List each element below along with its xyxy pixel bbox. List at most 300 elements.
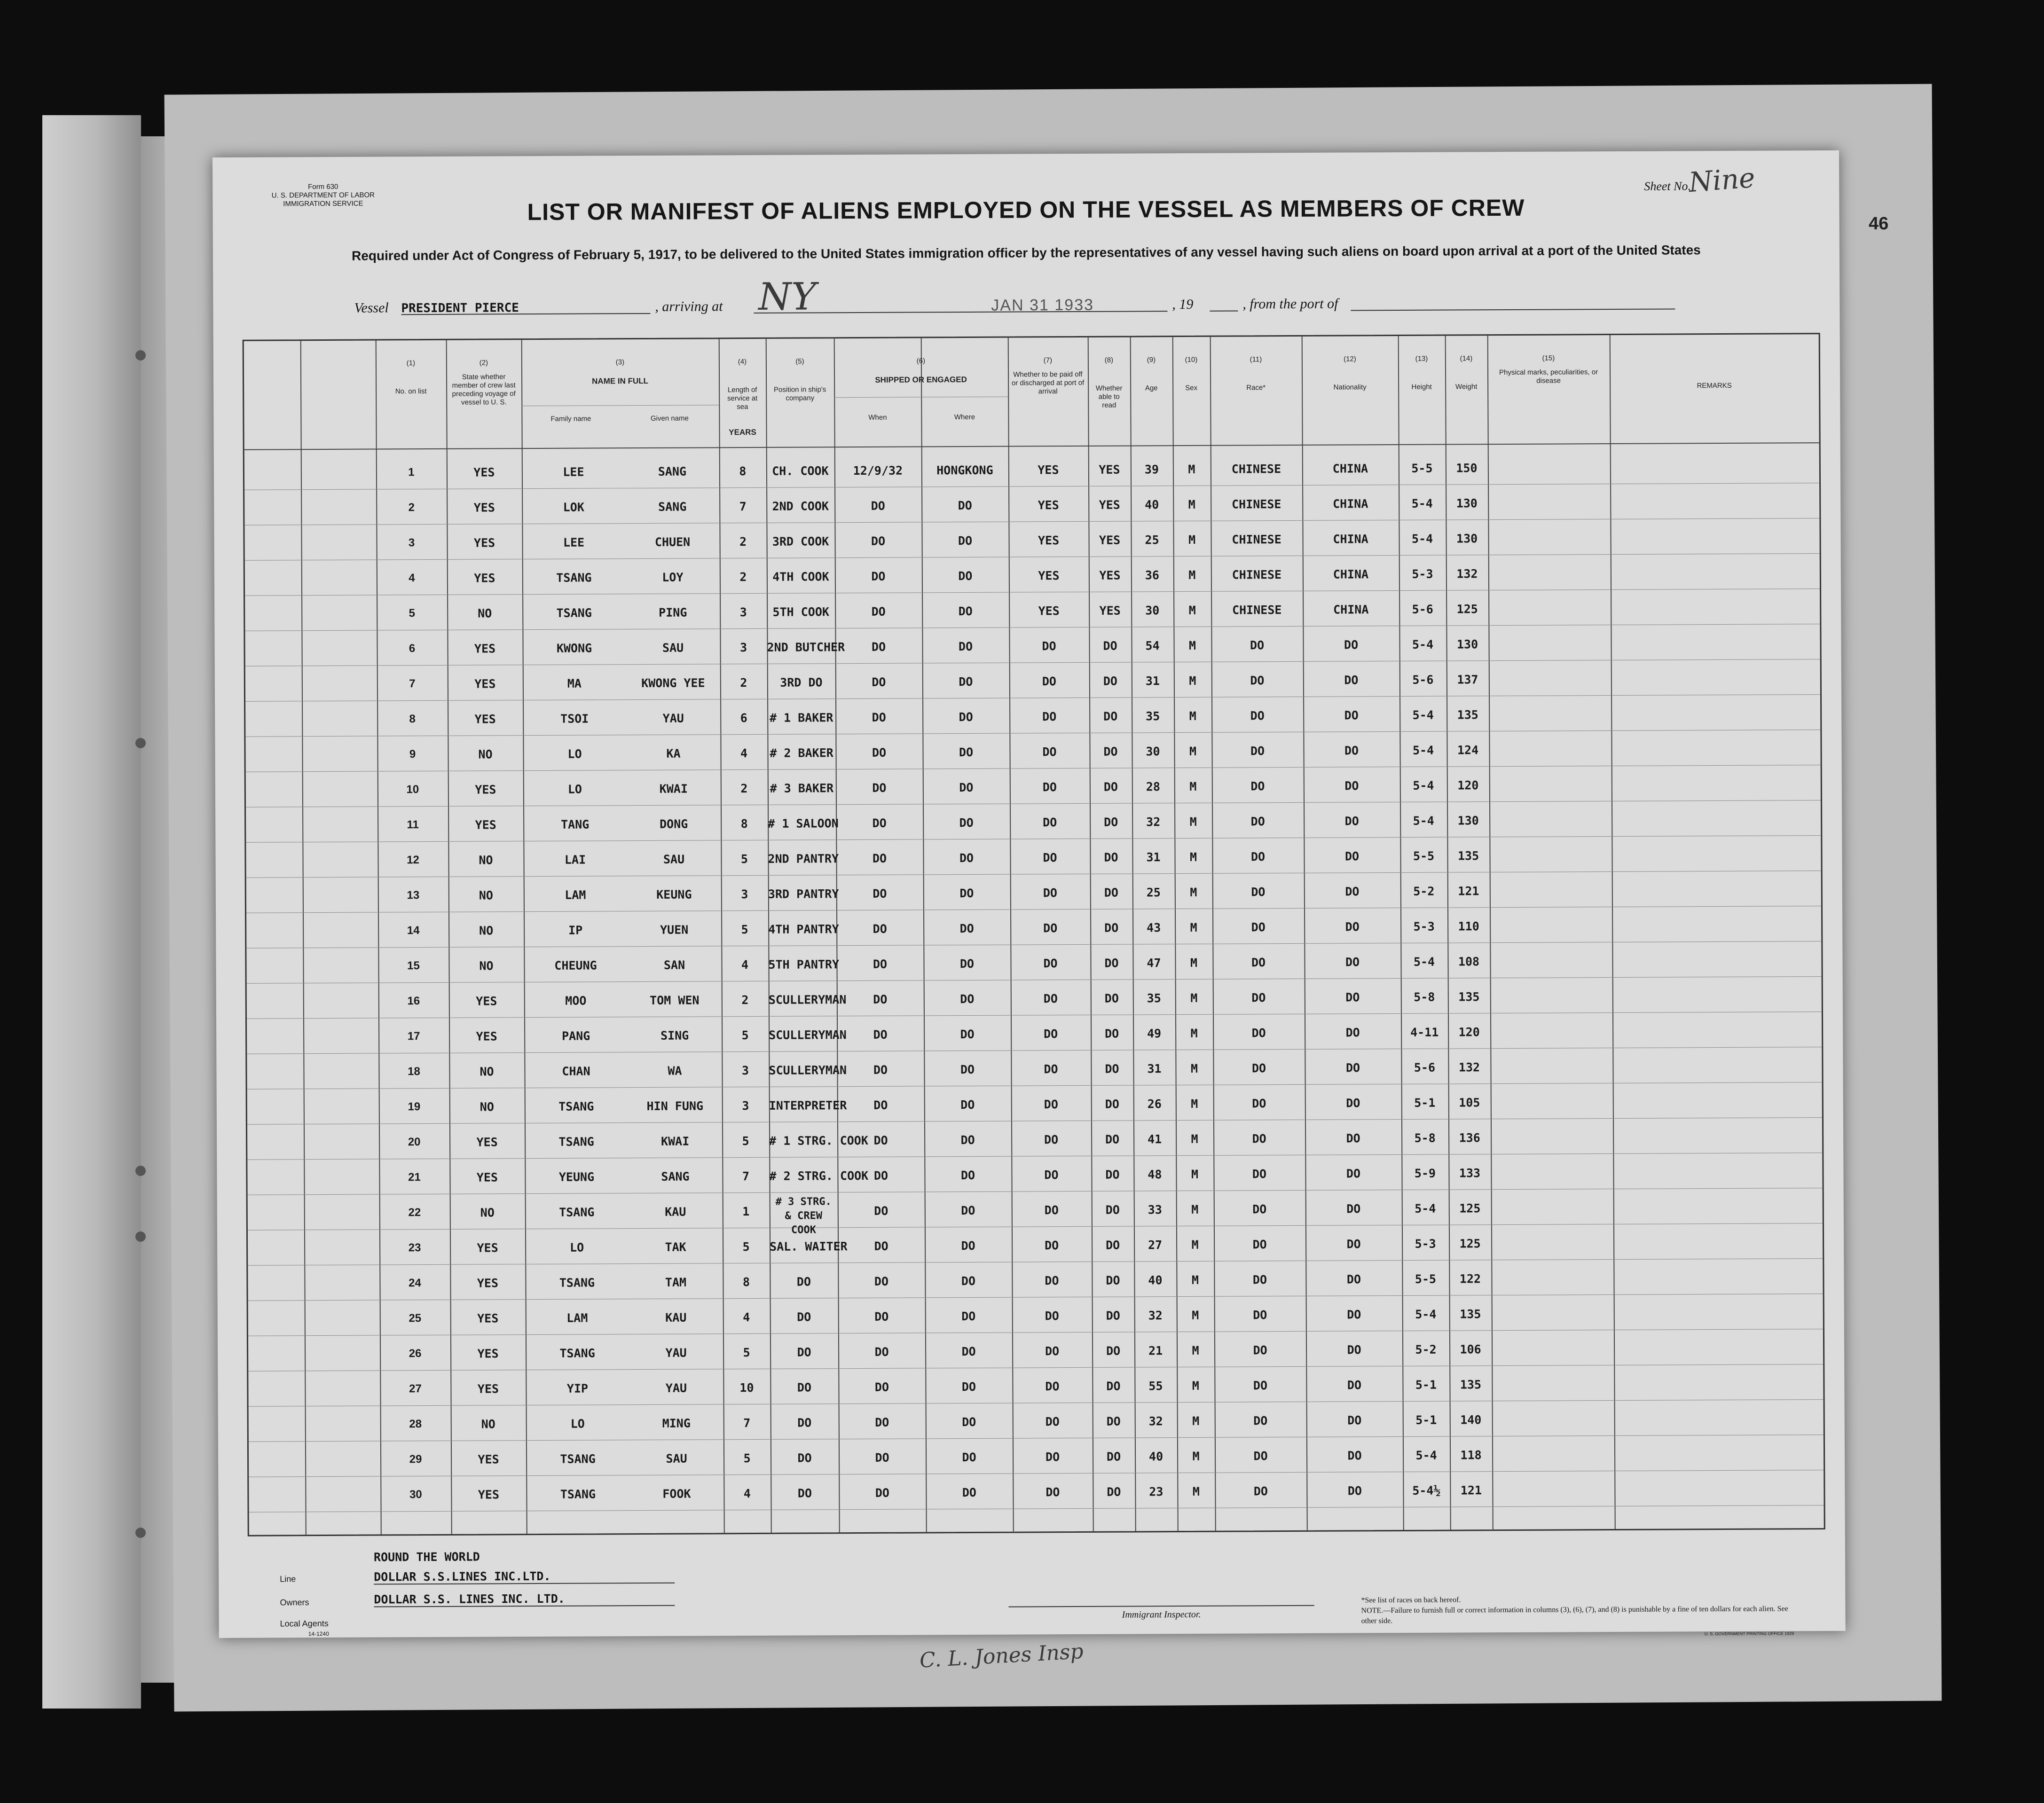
table-row (248, 1190, 1823, 1236)
table-cell: 133 (1459, 1166, 1481, 1180)
table-cell: YES (1099, 604, 1121, 618)
table-cell: 2 (739, 570, 747, 584)
table-cell: DO (961, 1380, 976, 1394)
column-subheader: Family name (550, 415, 591, 423)
table-cell: DO (1251, 920, 1266, 934)
table-row (246, 837, 1821, 879)
table-cell: 5-2 (1413, 884, 1435, 898)
table-cell: DO (1344, 673, 1359, 687)
table-cell: DO (1252, 1167, 1267, 1181)
table-cell: DO (1103, 780, 1118, 794)
table-cell: YES (476, 1170, 498, 1184)
table-cell: DO (1045, 1380, 1060, 1394)
table-cell: DO (1250, 674, 1265, 688)
table-cell: 5-4 (1413, 955, 1435, 969)
table-cell: DO (873, 922, 887, 936)
table-cell: DO (1346, 1096, 1360, 1110)
table-cell: DO (873, 1133, 888, 1147)
table-cell: NO (480, 1065, 494, 1079)
table-cell: DO (1104, 815, 1118, 829)
table-cell: 121 (1458, 884, 1479, 898)
table-row (249, 1401, 1824, 1443)
table-cell: DO (958, 533, 973, 548)
table-cell: DO (1251, 956, 1266, 970)
table-cell: KWONG (556, 641, 592, 655)
table-cell: DO (1042, 674, 1056, 689)
table-cell: CHINESE (1232, 533, 1281, 547)
table-cell: M (1192, 1379, 1200, 1393)
table-cell: YES (474, 571, 495, 585)
table-cell: DO (959, 815, 974, 830)
table-cell: DO (872, 710, 886, 724)
vessel-label: Vessel (354, 300, 389, 316)
table-cell: 120 (1458, 1025, 1480, 1039)
table-cell: 35 (1146, 709, 1160, 723)
table-cell: DO (1104, 991, 1119, 1005)
column-number: (8) (1104, 356, 1114, 364)
table-cell: 5-3 (1412, 567, 1433, 581)
table-cell: M (1189, 815, 1197, 829)
table-cell: 3 (739, 605, 747, 619)
footnote (1361, 1593, 1798, 1626)
table-cell: 5-5 (1411, 461, 1433, 475)
table-cell: # 3 BAKER (770, 781, 834, 795)
footnote-races: *See list of races on back hereof. (1361, 1596, 1461, 1605)
table-cell: DO (872, 745, 887, 760)
table-cell: LO (567, 747, 582, 761)
table-cell: DO (1105, 1097, 1119, 1111)
column-header: Length of service at sea (727, 385, 758, 411)
table-cell: 150 (1456, 461, 1478, 475)
table-cell: 5-6 (1412, 673, 1434, 687)
table-cell: TSANG (558, 1135, 594, 1149)
table-cell: LAI (564, 853, 586, 867)
table-cell: 125 (1459, 1237, 1481, 1251)
table-cell: 3RD DO (780, 675, 823, 690)
table-cell: DO (1251, 991, 1266, 1005)
column-number: (5) (795, 357, 804, 366)
table-cell: NO (478, 606, 492, 620)
table-cell: DO (1105, 1238, 1120, 1252)
table-cell: DO (1106, 1344, 1121, 1358)
table-cell: SCULLERYMAN (769, 1063, 847, 1077)
table-cell: DO (875, 1450, 889, 1465)
table-cell: M (1189, 674, 1196, 688)
column-header: Position in ship's company (773, 385, 826, 402)
table-cell: CHUEN (654, 535, 691, 549)
binder-hole (135, 1166, 146, 1176)
table-cell: 121 (1460, 1483, 1482, 1497)
table-cell: YES (474, 712, 496, 726)
table-cell: 17 (407, 1030, 420, 1043)
table-cell: KAU (665, 1310, 687, 1325)
table-cell: DO (1252, 1097, 1266, 1111)
table-cell: CHINA (1333, 532, 1368, 546)
table-cell: DO (1344, 744, 1359, 758)
column-subheader: When (868, 413, 887, 422)
table-cell: SAU (663, 852, 685, 866)
table-cell: NO (478, 747, 493, 761)
table-cell: DO (871, 534, 886, 548)
table-cell: DO (961, 1274, 976, 1288)
table-cell: DO (1345, 1061, 1360, 1075)
table-cell: DO (873, 957, 888, 971)
column-number: (9) (1147, 356, 1156, 364)
table-cell: 2ND PANTRY (768, 852, 839, 866)
table-cell: DO (1042, 710, 1057, 724)
table-cell: YES (1099, 463, 1120, 477)
table-cell: DO (871, 640, 886, 654)
table-cell: 12/9/32 (853, 463, 903, 478)
table-cell: 22 (408, 1206, 421, 1219)
table-cell: INTERPRETER (769, 1098, 847, 1113)
table-cell: 31 (1145, 674, 1160, 688)
table-cell: 4 (743, 1487, 751, 1501)
table-cell: 2ND BUTCHER (767, 640, 845, 654)
table-cell: DO (871, 499, 885, 513)
table-cell: SAL. WAITER (770, 1239, 848, 1254)
table-cell: DO (1250, 638, 1265, 652)
table-cell: TSANG (556, 606, 592, 620)
table-cell: 5-4 (1415, 1307, 1437, 1321)
table-row (244, 520, 1819, 562)
table-cell: DO (1252, 1238, 1267, 1252)
from-port-field (1351, 294, 1675, 311)
table-row (247, 1084, 1822, 1126)
table-row (246, 767, 1821, 809)
table-cell: 4 (741, 958, 749, 972)
table-cell: DO (797, 1451, 812, 1465)
table-row (244, 449, 1819, 492)
local-agents-label: Local Agents (280, 1618, 329, 1629)
table-cell: 118 (1460, 1448, 1482, 1462)
table-cell: YAU (665, 1381, 687, 1395)
vessel-name-field (401, 299, 650, 315)
table-cell: TSANG (560, 1452, 596, 1466)
table-cell: 4 (409, 572, 415, 585)
table-cell: 39 (1144, 463, 1159, 477)
table-cell: DO (1044, 1027, 1058, 1041)
table-cell: CH. COOK (772, 464, 829, 478)
table-cell: YES (1038, 498, 1059, 512)
table-cell: KEUNG (656, 887, 692, 902)
table-cell: 21 (408, 1171, 421, 1184)
table-cell: 2 (740, 782, 748, 796)
table-cell: DO (1252, 1273, 1267, 1287)
table-cell: NO (479, 888, 493, 902)
table-cell: DO (1106, 1450, 1121, 1464)
table-cell: TAK (665, 1240, 686, 1254)
table-cell: 5-4 (1412, 637, 1434, 651)
table-cell: 5-8 (1414, 1131, 1436, 1145)
column-header: No. on list (395, 387, 427, 396)
table-cell: 10 (406, 783, 419, 796)
table-cell: 27 (409, 1382, 422, 1395)
table-cell: 5-3 (1415, 1237, 1436, 1251)
table-cell: DO (1250, 709, 1265, 723)
crew-table (243, 333, 1825, 1536)
table-cell: 5-5 (1415, 1272, 1437, 1286)
table-cell: DO (1250, 815, 1265, 829)
table-cell: DO (1346, 1131, 1360, 1145)
table-cell: DO (872, 675, 886, 689)
table-cell: YES (1099, 498, 1120, 512)
table-cell: DO (796, 1275, 811, 1289)
table-cell: DO (958, 498, 972, 513)
table-cell: DO (1045, 1274, 1059, 1288)
table-cell: 5-1 (1415, 1413, 1437, 1427)
table-cell: DO (1042, 639, 1056, 653)
manifest-sheet (212, 150, 1846, 1673)
column-number: (4) (738, 358, 747, 366)
table-cell: 4TH PANTRY (768, 922, 839, 936)
table-cell: 40 (1148, 1450, 1164, 1464)
table-cell: TSANG (556, 571, 592, 585)
table-cell: YEUNG (558, 1170, 595, 1184)
table-cell: DO (961, 1203, 975, 1218)
footnote-penalty: NOTE.—Failure to furnish full or correct information in columns (3), (6), (7), and (8) is punishable by a fine of ten dollars for each alien. See other side. (1361, 1605, 1788, 1625)
table-cell: DO (1106, 1309, 1120, 1323)
column-unit: YEARS (729, 427, 756, 437)
table-cell: YES (1038, 463, 1059, 477)
table-cell: 130 (1457, 814, 1479, 828)
table-cell: # 1 STRG. COOK (769, 1133, 868, 1148)
form-code: 14-1240 (308, 1630, 329, 1638)
table-cell: DO (872, 851, 887, 865)
column-number: (15) (1542, 354, 1555, 362)
table-cell: DO (1106, 1273, 1120, 1287)
table-cell: M (1191, 1273, 1199, 1287)
table-cell: 10 (739, 1381, 754, 1395)
table-cell: LEE (563, 535, 585, 549)
table-cell: DO (1345, 955, 1360, 969)
table-cell: KWONG YEE (641, 676, 705, 690)
table-cell: DO (1105, 1062, 1119, 1076)
table-cell: DO (1347, 1378, 1362, 1392)
table-cell: YES (476, 1029, 497, 1043)
table-cell: DO (1106, 1414, 1121, 1428)
table-cell: # 2 BAKER (770, 746, 833, 760)
table-cell: YES (477, 1276, 499, 1290)
table-cell: DO (797, 1345, 811, 1359)
table-cell: M (1188, 462, 1195, 476)
owners-label: Owners (280, 1598, 309, 1607)
column-header: Nationality (1333, 383, 1367, 392)
date-stamp: JAN 31 1933 (991, 296, 1094, 314)
table-cell: 5 (741, 1028, 749, 1043)
table-cell: DO (962, 1450, 976, 1465)
table-cell: IP (568, 923, 583, 937)
table-cell: SANG (658, 464, 687, 478)
table-cell: DO (1253, 1379, 1268, 1393)
table-cell: DO (960, 1168, 975, 1183)
table-cell: DO (1044, 1203, 1059, 1217)
table-cell: DO (873, 1098, 888, 1112)
column-header: Race* (1246, 384, 1266, 392)
table-cell: DO (797, 1416, 812, 1430)
table-cell: DO (1107, 1485, 1121, 1499)
table-cell: LO (567, 782, 582, 796)
table-cell: YES (1099, 568, 1121, 582)
table-cell: 15 (407, 959, 420, 972)
table-cell: 5 (740, 852, 748, 866)
table-cell: 18 (408, 1065, 420, 1078)
table-cell: 5-4 (1411, 496, 1433, 510)
table-cell: 135 (1460, 1378, 1482, 1392)
table-cell: DO (1103, 639, 1117, 653)
table-cell: 43 (1147, 921, 1161, 935)
table-cell: 5 (742, 1134, 749, 1148)
table-cell: YES (1038, 569, 1060, 583)
table-cell: 23 (408, 1241, 421, 1254)
table-cell: FOOK (662, 1487, 691, 1501)
table-cell: DO (1044, 1097, 1058, 1112)
table-cell: 5-9 (1414, 1166, 1436, 1180)
table-cell: 21 (1148, 1344, 1163, 1358)
table-cell: 28 (1146, 780, 1160, 794)
table-row (247, 978, 1822, 1020)
column-number: (3) (615, 358, 625, 367)
table-cell: PING (659, 605, 687, 619)
table-cell: 5-4 (1413, 814, 1434, 828)
table-cell: DO (797, 1310, 811, 1324)
table-cell: YES (478, 1452, 499, 1466)
table-cell: 41 (1148, 1132, 1162, 1146)
table-cell: NO (479, 924, 494, 938)
table-cell: DO (958, 604, 973, 619)
table-cell: 110 (1458, 919, 1479, 933)
table-cell: DO (1253, 1484, 1268, 1498)
table-cell: M (1188, 568, 1196, 582)
column-number: (10) (1185, 355, 1198, 364)
table-cell: 7 (742, 1169, 750, 1184)
table-cell: DO (874, 1274, 889, 1288)
column-number: (7) (1043, 356, 1053, 365)
table-cell: YIP (566, 1381, 589, 1395)
table-cell: 1 (742, 1205, 750, 1219)
table-cell: SCULLERYMAN (769, 1028, 847, 1042)
table-cell: DO (873, 1027, 888, 1042)
table-cell: DO (1345, 1026, 1360, 1040)
table-cell: PANG (561, 1029, 590, 1043)
table-cell: DO (1106, 1379, 1121, 1393)
table-cell: DO (797, 1486, 812, 1500)
table-cell: 5-6 (1414, 1060, 1436, 1074)
table-cell: 30 (1145, 604, 1160, 618)
table-cell: YES (1038, 533, 1060, 548)
table-cell: DO (1103, 709, 1118, 723)
table-row (248, 1295, 1823, 1338)
table-cell: DO (959, 780, 974, 795)
table-cell: DO (874, 1345, 889, 1359)
line-label: Line (280, 1574, 296, 1584)
table-cell: M (1188, 497, 1195, 511)
column-number: (2) (479, 359, 488, 367)
table-cell: DO (1043, 851, 1057, 865)
table-cell: DO (873, 886, 887, 901)
table-cell: DO (1103, 674, 1117, 688)
table-cell: DO (959, 921, 974, 936)
column-header: Weight (1455, 383, 1478, 391)
table-cell: DO (873, 992, 888, 1006)
table-cell: DO (1104, 850, 1118, 864)
table-cell: YES (1038, 604, 1060, 618)
table-cell: 132 (1456, 567, 1478, 581)
table-cell: YES (476, 994, 497, 1008)
table-cell: 54 (1145, 639, 1160, 653)
table-cell: M (1190, 885, 1197, 899)
table-cell: DO (1252, 1132, 1266, 1146)
table-cell: 48 (1148, 1168, 1162, 1182)
table-cell: 6 (740, 711, 747, 725)
table-cell: M (1191, 1132, 1198, 1146)
table-cell: DO (873, 1063, 888, 1077)
table-cell: DO (960, 992, 975, 1006)
table-cell: SANG (661, 1169, 690, 1184)
table-cell: # 1 SALOON (768, 816, 839, 831)
table-cell: DO (1044, 1062, 1058, 1076)
table-cell: DO (1045, 1450, 1060, 1464)
table-cell: 8 (409, 713, 416, 726)
table-cell: 3 (741, 887, 748, 902)
table-cell: DO (960, 1133, 975, 1147)
table-cell: 32 (1148, 1309, 1163, 1323)
table-cell: SAU (662, 641, 684, 655)
table-cell: 122 (1459, 1272, 1481, 1286)
table-cell: DO (1347, 1413, 1362, 1427)
table-cell: YAU (665, 1346, 687, 1360)
table-cell: NO (479, 959, 494, 973)
table-cell: 3 (739, 641, 747, 655)
table-cell: M (1189, 779, 1197, 793)
table-cell: 16 (407, 995, 420, 1008)
table-cell: 5-4½ (1412, 1483, 1441, 1497)
table-cell: YES (475, 818, 496, 832)
table-cell: # 2 STRG. COOK (769, 1168, 869, 1183)
table-cell: 4TH COOK (772, 570, 829, 584)
table-cell: DO (960, 1027, 975, 1042)
table-cell: TOM WEN (650, 993, 700, 1007)
table-cell: YES (473, 536, 495, 550)
column-header: NAME IN FULL (592, 376, 649, 386)
page-subtitle: Required under Act of Congress of February 5, 1917, to be delivered to the United States immigration officer by the representatives of any vessel having such aliens on board upon arrival at a port of the United States (352, 243, 1701, 263)
owners-value: DOLLAR S.S. LINES INC. LTD. (374, 1591, 675, 1607)
table-cell: YES (474, 677, 496, 691)
table-cell: DO (1250, 850, 1266, 864)
table-cell: 5 (742, 1240, 750, 1254)
table-cell: 105 (1459, 1096, 1480, 1110)
table-cell: 135 (1458, 990, 1480, 1004)
table-cell: 5-5 (1413, 849, 1435, 863)
table-cell: M (1189, 709, 1196, 723)
table-cell: 24 (409, 1277, 421, 1290)
arriving-label: , arriving at (655, 298, 723, 314)
column-header: SHIPPED OR ENGAGED (875, 375, 967, 384)
column-number: (12) (1344, 355, 1356, 363)
table-cell: 8 (740, 817, 748, 831)
table-cell: 5-4 (1415, 1201, 1436, 1215)
table-cell: DO (875, 1415, 889, 1429)
table-cell: DO (1103, 745, 1118, 759)
column-header: Whether to be paid off or discharged at port of arrival (1011, 370, 1085, 396)
column-subheader: Given name (650, 414, 689, 423)
table-cell: 26 (1147, 1097, 1162, 1111)
table-cell: M (1190, 1061, 1198, 1075)
table-cell: 140 (1460, 1413, 1482, 1427)
table-cell: 40 (1148, 1273, 1163, 1287)
table-cell: DO (1043, 815, 1057, 830)
table-cell: CHINESE (1231, 497, 1281, 511)
